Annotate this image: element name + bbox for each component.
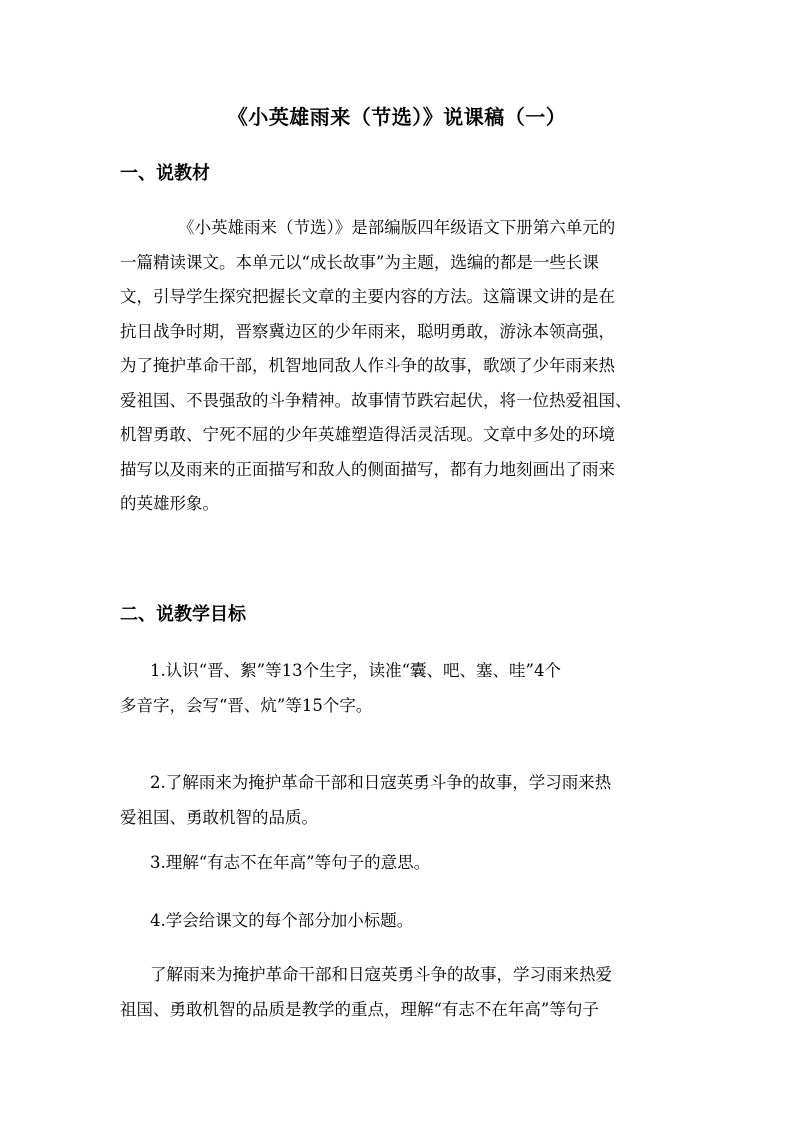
goal-item-3 bbox=[120, 846, 680, 881]
paragraph-key-points bbox=[120, 958, 680, 1027]
paragraph-line: 《小英雄雨来（节选）》是部编版四年级语文下册第六单元的 bbox=[178, 218, 616, 237]
paragraph-line: 描写以及雨来的正面描写和敌人的侧面描写，都有力地刻画出了雨来 bbox=[120, 459, 615, 479]
document-title: 《小英雄雨来（节选）》说课稿（一） bbox=[227, 105, 567, 129]
paragraph-line: 了解雨来为掩护革命干部和日寇英勇斗争的故事，学习雨来热爱 bbox=[150, 965, 612, 984]
paragraph-line: 抗日战争时期，晋察冀边区的少年雨来，聪明勇敢，游泳本领高强， bbox=[120, 321, 615, 341]
paragraph-textbook bbox=[120, 211, 680, 522]
paragraph-line: 祖国、勇敢机智的品质是教学的重点，理解“有志不在年高”等句子 bbox=[120, 999, 599, 1019]
goal-item-2 bbox=[120, 766, 680, 835]
goal-line: 爱祖国、勇敢机智的品质。 bbox=[120, 807, 318, 827]
paragraph-line: 的英雄形象。 bbox=[120, 494, 219, 513]
goal-line: 2.了解雨来为掩护革命干部和日寇英勇斗争的故事，学习雨来热 bbox=[150, 773, 612, 792]
paragraph-line: 文，引导学生探究把握长文章的主要内容的方法。这篇课文讲的是在 bbox=[120, 287, 615, 306]
goal-item-4 bbox=[120, 904, 680, 939]
section-heading-textbook: 一、说教材 bbox=[120, 163, 210, 184]
section-heading-goals: 二、说教学目标 bbox=[120, 604, 246, 625]
goal-line: 4.学会给课文的每个部分加小标题。 bbox=[150, 911, 414, 930]
goal-line: 多音字，会写“晋、炕”等15个字。 bbox=[120, 695, 373, 715]
paragraph-line: 为了掩护革命干部，机智地同敌人作斗争的故事，歌颂了少年雨来热 bbox=[120, 356, 615, 375]
goal-line: 1.认识“晋、絮”等13个生字，读准“囊、吧、塞、哇”4个 bbox=[150, 661, 561, 680]
paragraph-line: 机智勇敢、宁死不屈的少年英雄塑造得活灵活现。文章中多处的环境 bbox=[120, 425, 615, 444]
paragraph-line: 爱祖国、不畏强敌的斗争精神。故事情节跌宕起伏，将一位热爱祖国、 bbox=[120, 390, 632, 410]
goal-line: 3.理解“有志不在年高”等句子的意思。 bbox=[150, 853, 431, 872]
goal-item-1 bbox=[120, 654, 680, 723]
paragraph-line: 一篇精读课文。本单元以“成长故事”为主题，选编的都是一些长课 bbox=[120, 252, 599, 272]
